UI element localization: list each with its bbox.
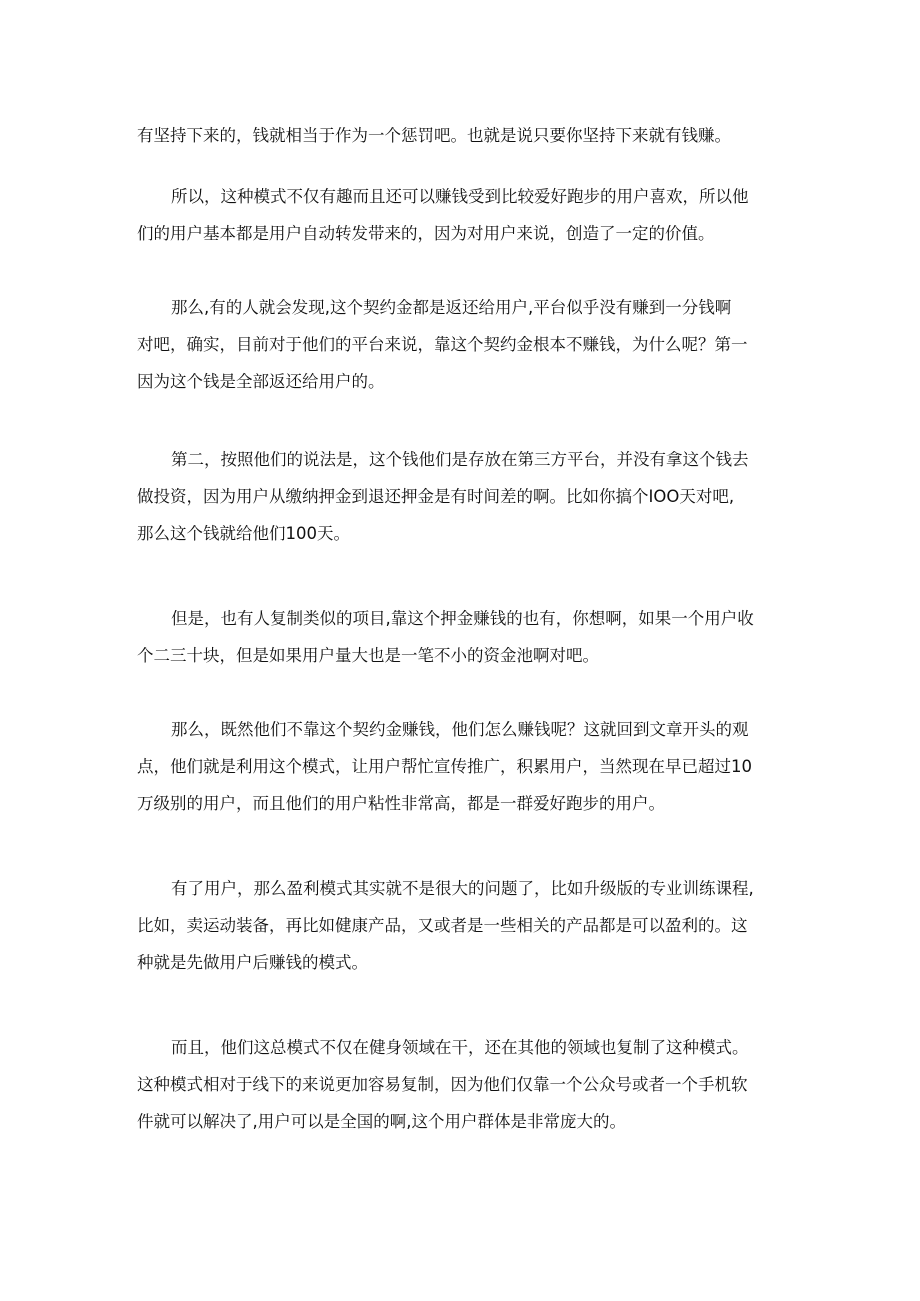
text-line: 有坚持下来的，钱就相当于作为一个惩罚吧。也就是说只要你坚持下来就有钱赚。 bbox=[137, 126, 731, 145]
text-line: 这种模式相对于线下的来说更加容易复制，因为他们仅靠一个公众号或者一个手机软 bbox=[137, 1075, 748, 1094]
text-line: 有了用户，那么盈利模式其实就不是很大的问题了，比如升级版的专业训练课程, bbox=[171, 879, 754, 898]
text-line: 而且，他们这总模式不仅在健身领域在干，还在其他的领域也复制了这种模式。 bbox=[171, 1038, 749, 1057]
text-line: 们的用户基本都是用户自动转发带来的，因为对用户来说，创造了一定的价值。 bbox=[137, 224, 715, 243]
text-line: 件就可以解决了,用户可以是全国的啊,这个用户群体是非常庞大的。 bbox=[137, 1112, 626, 1131]
paragraph-7 bbox=[137, 870, 783, 981]
paragraph-1 bbox=[137, 117, 783, 154]
text-line: 那么这个钱就给他们100天。 bbox=[137, 524, 350, 543]
text-line: 对吧，确实，目前对于他们的平台来说，靠这个契约金根本不赚钱，为什么呢？第一 bbox=[137, 335, 748, 354]
paragraph-8 bbox=[137, 1029, 783, 1140]
text-line: 因为这个钱是全部返还给用户的。 bbox=[137, 372, 385, 391]
text-line: 第二，按照他们的说法是，这个钱他们是存放在第三方平台，并没有拿这个钱去 bbox=[171, 450, 749, 469]
paragraph-5 bbox=[137, 600, 783, 674]
paragraph-2 bbox=[137, 178, 783, 252]
paragraph-3 bbox=[137, 289, 783, 400]
text-line: 但是，也有人复制类似的项目,靠这个押金赚钱的也有，你想啊，如果一个用户收 bbox=[171, 609, 754, 628]
text-line: 种就是先做用户后赚钱的模式。 bbox=[137, 953, 368, 972]
text-line: 比如，卖运动装备，再比如健康产品，又或者是一些相关的产品都是可以盈利的。这 bbox=[137, 916, 748, 935]
text-line: 那么,有的人就会发现,这个契约金都是返还给用户,平台似乎没有赚到一分钱啊 bbox=[171, 298, 732, 317]
text-line: 万级别的用户，而且他们的用户粘性非常高，都是一群爱好跑步的用户。 bbox=[137, 794, 665, 813]
text-line: 做投资，因为用户从缴纳押金到退还押金是有时间差的啊。比如你搞个IOO天对吧, bbox=[137, 487, 735, 506]
text-line: 点，他们就是利用这个模式，让用户帮忙宣传推广，积累用户，当然现在早已超过10 bbox=[137, 757, 752, 776]
text-line: 个二三十块，但是如果用户量大也是一笔不小的资金池啊对吧。 bbox=[137, 646, 599, 665]
text-line: 那么，既然他们不靠这个契约金赚钱，他们怎么赚钱呢？这就回到文章开头的观 bbox=[171, 720, 749, 739]
text-line: 所以，这种模式不仅有趣而且还可以赚钱受到比较爱好跑步的用户喜欢，所以他 bbox=[171, 187, 749, 206]
paragraph-6 bbox=[137, 711, 783, 822]
paragraph-4 bbox=[137, 441, 783, 552]
